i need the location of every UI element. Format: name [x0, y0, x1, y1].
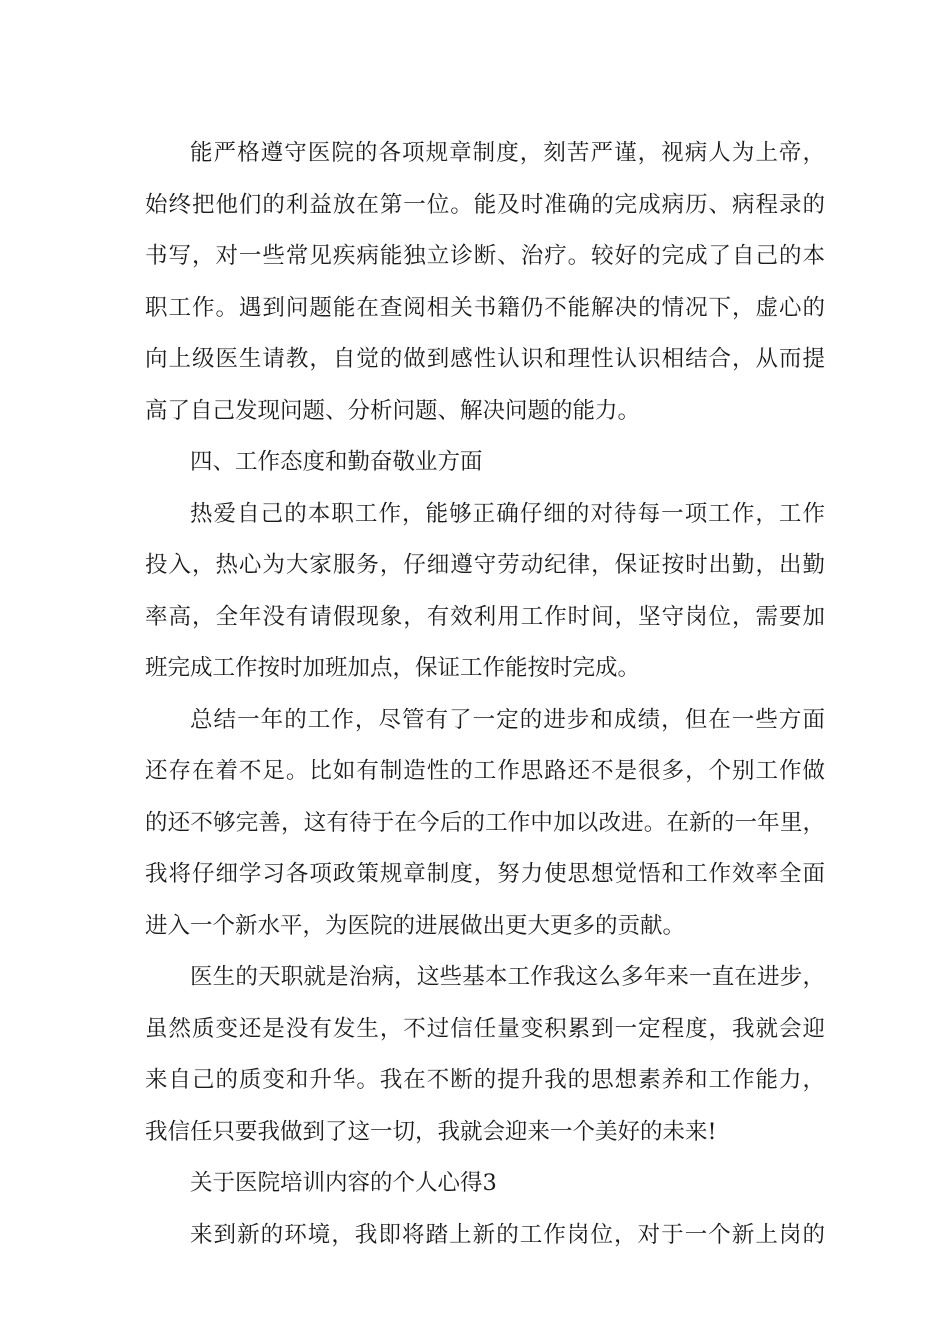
text-line: 班完成工作按时加班加点，保证工作能按时完成。: [145, 655, 641, 681]
text-line: 高了自己发现问题、分析问题、解决问题的能力。: [145, 397, 641, 424]
text-line: 来自己的质变和升华。我在不断的提升我的思想素养和工作能力，: [145, 1067, 825, 1093]
text-line: 虽然质变还是没有发生，不过信任量变积累到一定程度，我就会迎: [145, 1015, 825, 1042]
text-line: 始终把他们的利益放在第一位。能及时准确的完成病历、病程录的: [145, 191, 825, 218]
text-line: 进入一个新水平，为医院的进展做出更大更多的贡献。: [145, 912, 686, 939]
text-line: 我信任只要我做到了这一切，我就会迎来一个美好的未来!: [145, 1118, 717, 1145]
text-line: 关于医院培训内容的个人心得3: [190, 1170, 497, 1196]
text-line: 医生的天职就是治病，这些基本工作我这么多年来一直在进步，: [190, 964, 825, 990]
text-line: 来到新的环境，我即将踏上新的工作岗位，对于一个新上岗的: [190, 1221, 825, 1248]
text-line: 的还不够完善，这有待于在今后的工作中加以改进。在新的一年里，: [145, 809, 825, 836]
text-line: 我将仔细学习各项政策规章制度，努力使思想觉悟和工作效率全面: [145, 861, 825, 887]
text-line: 四、工作态度和勤奋敬业方面: [190, 449, 483, 475]
text-line: 还存在着不足。比如有制造性的工作思路还不是很多，个别工作做: [145, 758, 825, 784]
text-line: 向上级医生请教，自觉的做到感性认识和理性认识相结合，从而提: [145, 346, 825, 372]
text-line: 书写，对一些常见疾病能独立诊断、治疗。较好的完成了自己的本: [145, 243, 825, 269]
text-line: 热爱自己的本职工作，能够正确仔细的对待每一项工作，工作: [190, 500, 825, 527]
text-line: 职工作。遇到问题能在查阅相关书籍仍不能解决的情况下，虚心的: [145, 294, 825, 321]
document-body: [145, 128, 825, 1261]
text-line: 投入，热心为大家服务，仔细遵守劳动纪律，保证按时出勤，出勤: [145, 552, 825, 578]
text-line: 能严格遵守医院的各项规章制度，刻苦严谨，视病人为上帝，: [190, 140, 825, 166]
text-line: 总结一年的工作，尽管有了一定的进步和成绩，但在一些方面: [190, 706, 825, 733]
text-line: 率高，全年没有请假现象，有效利用工作时间，坚守岗位，需要加: [145, 603, 825, 630]
